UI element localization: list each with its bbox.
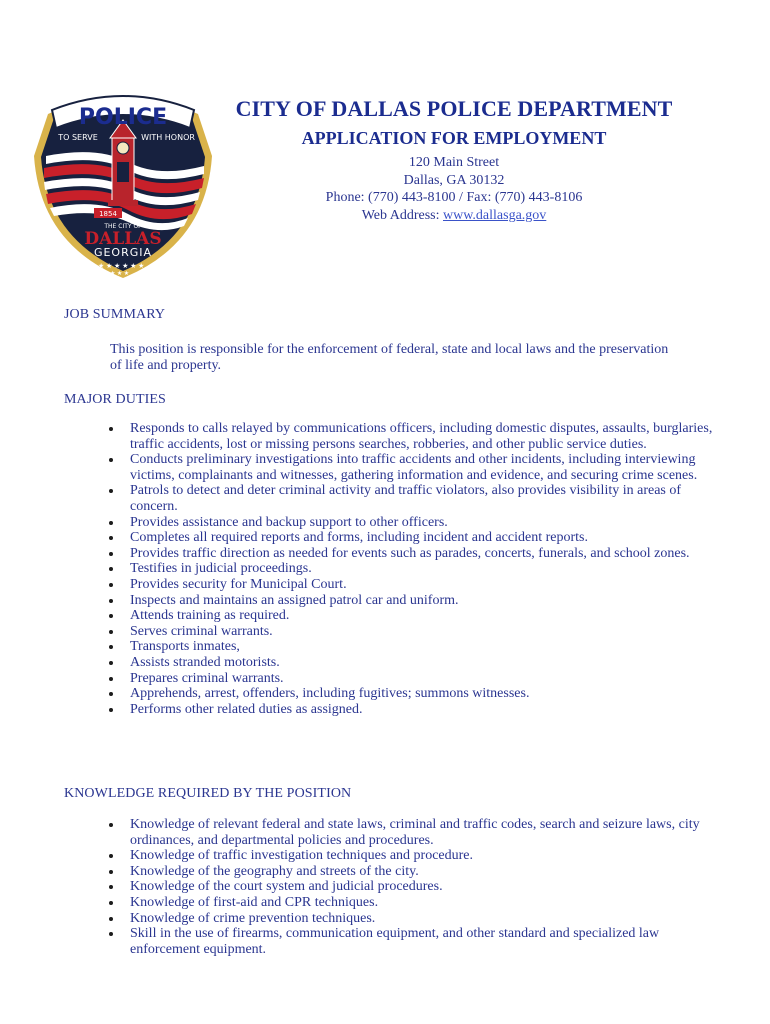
list-item: Patrols to detect and deter criminal activity and traffic violators, also provides visibility in areas of concern.	[130, 483, 720, 514]
list-item: Inspects and maintains an assigned patrol car and uniform.	[130, 593, 720, 609]
list-item: Testifies in judicial proceedings.	[130, 561, 720, 577]
page-title: CITY OF DALLAS POLICE DEPARTMENT	[235, 96, 673, 121]
svg-text:★ ★ ★ ★ ★ ★: ★ ★ ★ ★ ★ ★	[98, 262, 145, 270]
knowledge-list	[108, 817, 720, 957]
list-item: Knowledge of first-aid and CPR techniques.	[130, 895, 720, 911]
badge-city: DALLAS	[84, 229, 162, 249]
major-duties-heading: MAJOR DUTIES	[64, 392, 166, 407]
badge-stars-icon	[98, 262, 144, 277]
knowledge-heading: KNOWLEDGE REQUIRED BY THE POSITION	[64, 786, 352, 801]
list-item: Knowledge of traffic investigation techniques and procedure.	[130, 848, 720, 864]
badge-top-text: POLICE	[78, 105, 168, 130]
address-line-2: Dallas, GA 30132	[403, 172, 505, 188]
list-item: Knowledge of crime prevention techniques.	[130, 911, 720, 927]
phone-fax-line: Phone: (770) 443-8100 / Fax: (770) 443-8106	[325, 190, 583, 205]
list-item: Provides assistance and backup support to other officers.	[130, 515, 720, 531]
list-item: Prepares criminal warrants.	[130, 671, 720, 687]
list-item: Apprehends, arrest, offenders, including fugitives; summons witnesses.	[130, 686, 720, 702]
badge-motto-right: WITH HONOR	[141, 133, 195, 142]
list-item: Provides traffic direction as needed for events such as parades, concerts, funerals, and school zones.	[130, 546, 720, 562]
badge-year: 1854	[99, 210, 117, 218]
page-subtitle: APPLICATION FOR EMPLOYMENT	[301, 128, 607, 148]
list-item: Knowledge of relevant federal and state laws, criminal and traffic codes, search and seizure laws, city ordinances, and departmental policies and procedures.	[130, 817, 720, 848]
list-item: Performs other related duties as assigned.	[130, 702, 720, 718]
list-item: Completes all required reports and forms, including incident and accident reports.	[130, 530, 720, 546]
list-item: Attends training as required.	[130, 608, 720, 624]
list-item: Serves criminal warrants.	[130, 624, 720, 640]
list-item: Knowledge of the court system and judicial procedures.	[130, 879, 720, 895]
list-item: Responds to calls relayed by communications officers, including domestic disputes, assaults, burglaries, traffic accidents, lost or missing persons searches, robberies, and other public service duties.	[130, 421, 720, 452]
svg-text:★ ★ ★: ★ ★ ★	[110, 271, 130, 277]
major-duties-list	[108, 421, 720, 717]
job-summary-text: This position is responsible for the enforcement of federal, state and local laws and the preservation of life and property.	[110, 342, 669, 373]
list-item: Skill in the use of firearms, communication equipment, and other standard and specialized law enforcement equipment.	[130, 926, 720, 957]
list-item: Conducts preliminary investigations into traffic accidents and other incidents, including interviewing victims, complainants and witnesses, gathering information and evidence, and securing crime scenes.	[130, 452, 720, 483]
document-header	[214, 96, 694, 224]
list-item: Transports inmates,	[130, 639, 720, 655]
badge-motto-left: TO SERVE	[58, 133, 98, 142]
police-badge-logo	[28, 84, 218, 280]
badge-state: GEORGIA	[93, 246, 153, 259]
address-line-1: 120 Main Street	[408, 155, 500, 170]
list-item: Assists stranded motorists.	[130, 655, 720, 671]
job-summary-heading: JOB SUMMARY	[64, 307, 166, 322]
list-item: Provides security for Municipal Court.	[130, 577, 720, 593]
list-item: Knowledge of the geography and streets of the city.	[130, 864, 720, 880]
web-address-line	[214, 207, 694, 225]
web-address-link[interactable]: www.dallasga.gov	[443, 207, 547, 223]
web-address-label: Web Address:	[361, 207, 443, 223]
badge-the-city-of: THE CITY OF	[104, 223, 142, 230]
